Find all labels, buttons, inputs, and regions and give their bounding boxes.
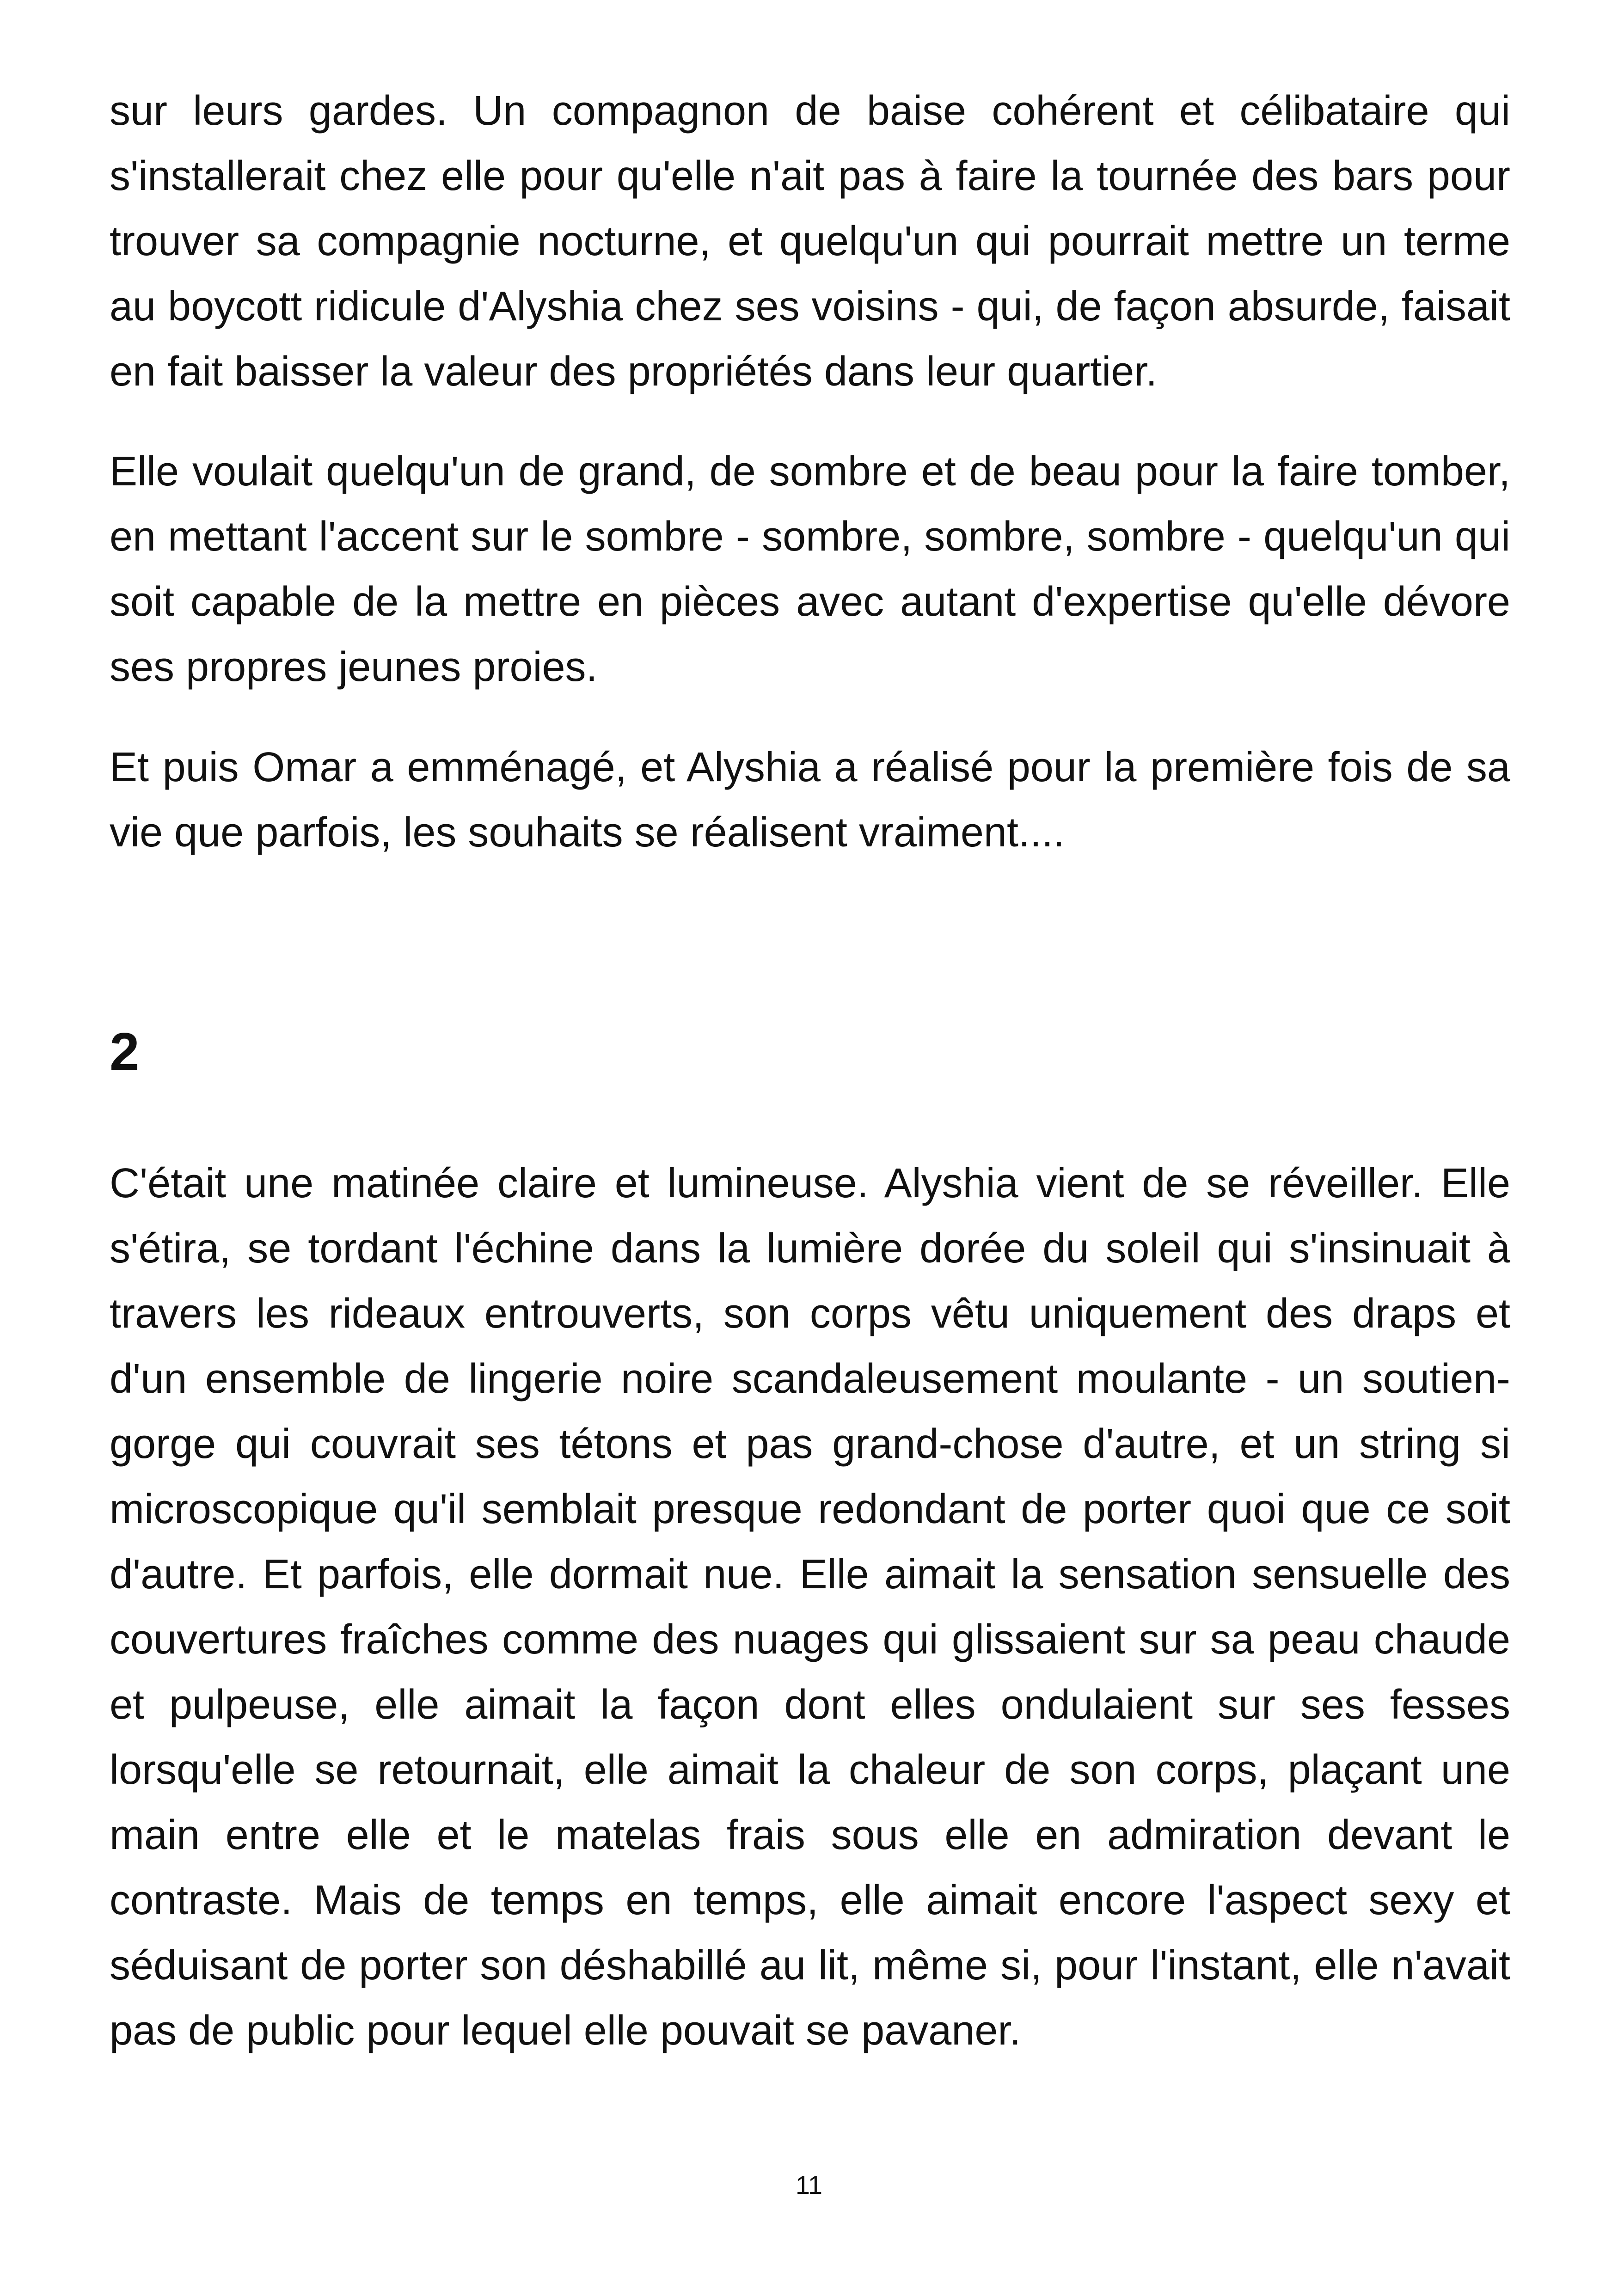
- page-number: 11: [795, 2170, 823, 2199]
- chapter-heading: 2: [110, 1022, 140, 1082]
- body-paragraph: Elle voulait quelqu'un de grand, de sombre et de beau pour la faire tomber, en mettant l'accent sur le sombre - sombre, sombre, sombre - quelqu'un qui soit capable de la mettre en pièces avec autant d'expertise qu'elle dévore ses propres jeunes proies.: [110, 448, 1510, 690]
- body-paragraph: sur leurs gardes. Un compagnon de baise cohérent et célibataire qui s'installerait chez elle pour qu'elle n'ait pas à faire la tournée des bars pour trouver sa compagnie nocturne, et quelqu'un qui pourrait mettre un terme au boycott ridicule d'Alyshia chez ses voisins - qui, de façon absurde, faisait en fait baisser la valeur des propriétés dans leur quartier.: [110, 88, 1510, 395]
- body-paragraph: Et puis Omar a emménagé, et Alyshia a réalisé pour la première fois de sa vie que parfois, les souhaits se réalisent vraiment....: [110, 744, 1510, 856]
- body-paragraph: C'était une matinée claire et lumineuse. Alyshia vient de se réveiller. Elle s'étira, se tordant l'échine dans la lumière dorée du soleil qui s'insinuait à travers les rideaux entrouverts, son corps vêtu uniquement des draps et d'un ensemble de lingerie noire scandaleusement moulante - un soutien-gorge qui couvrait ses tétons et pas grand-chose d'autre, et un string si microscopique qu'il semblait presque redondant de porter quoi que ce soit d'autre. Et parfois, elle dormait nue. Elle aimait la sensation sensuelle des couvertures fraîches comme des nuages qui glissaient sur sa peau chaude et pulpeuse, elle aimait la façon dont elles ondulaient sur ses fesses lorsqu'elle se retournait, elle aimait la chaleur de son corps, plaçant une main entre elle et le matelas frais sous elle en admiration devant le contraste. Mais de temps en temps, elle aimait encore l'aspect sexy et séduisant de porter son déshabillé au lit, même si, pour l'instant, elle n'avait pas de public pour lequel elle pouvait se pavaner.: [110, 1160, 1510, 2054]
